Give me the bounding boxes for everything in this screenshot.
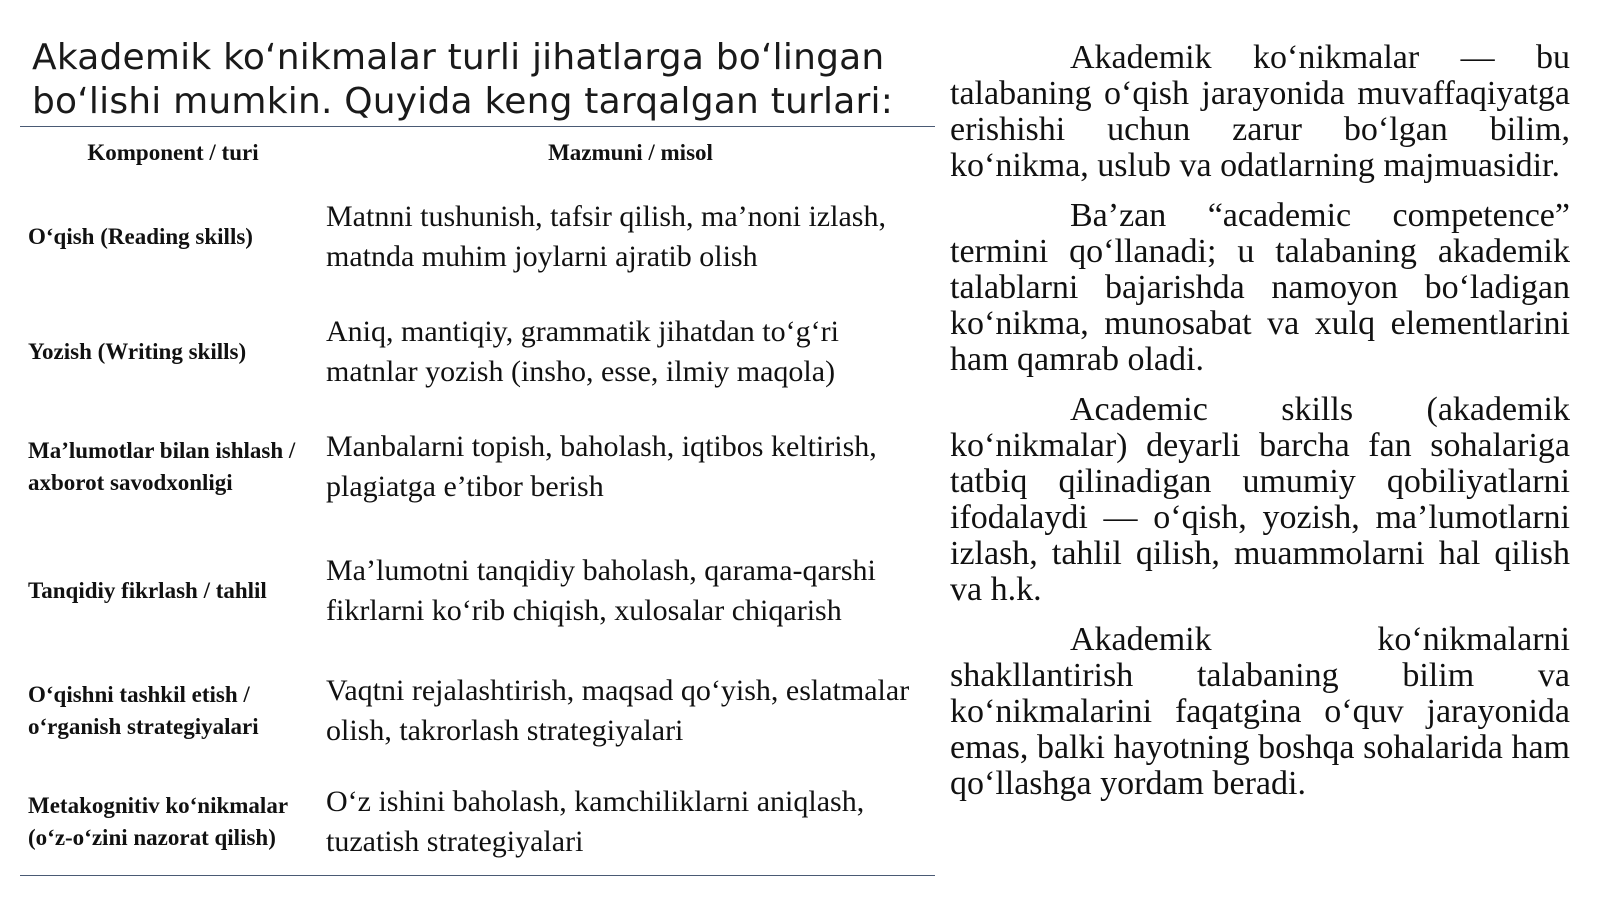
- paragraph-competence: Ba’zan “academic competence” termini qo‘llanadi; u talabaning akademik talablarni bajarishda namoyon bo‘ladigan ko‘nikma, munosabat va xulq elementlarini ham qamrab oladi.: [950, 197, 1570, 378]
- table-row: [20, 656, 935, 766]
- column-header-component: Komponent / turi: [87, 140, 259, 165]
- slide-title: Akademik ko‘nikmalar turli jihatlarga bo‘lingan bo‘lishi mumkin. Quyida keng tarqalgan turlari:: [32, 37, 894, 122]
- component-cell: Yozish (Writing skills): [28, 339, 247, 364]
- table-row: [20, 526, 935, 656]
- component-cell: Tanqidiy fikrlash / tahlil: [28, 578, 267, 603]
- paragraph-definition: Akademik ko‘nikmalar — bu talabaning o‘qish jarayonida muvaffaqiyatga erishishi uchun zarur bo‘lgan bilim, ko‘nikma, uslub va odatlarning majmuasidir.: [950, 39, 1570, 184]
- table-top-rule: [20, 126, 935, 127]
- content-cell: Matnni tushunish, tafsir qilish, ma’noni izlash, matnda muhim joylarni ajratib olish: [326, 200, 886, 273]
- component-cell: O‘qish (Reading skills): [28, 224, 253, 249]
- table-row: [20, 408, 935, 526]
- content-cell: O‘z ishini baholash, kamchiliklarni aniqlash, tuzatish strategiyalari: [326, 785, 865, 858]
- content-cell: Aniq, mantiqiy, grammatik jihatdan to‘g‘ri matnlar yozish (insho, esse, ilmiy maqola): [326, 315, 839, 388]
- text-column: [950, 40, 1570, 816]
- table-row: [20, 296, 935, 408]
- table-row: [20, 766, 935, 878]
- table-row: [20, 178, 935, 296]
- table-bottom-rule: [20, 875, 935, 876]
- content-cell: Vaqtni rejalashtirish, maqsad qo‘yish, eslatmalar olish, takrorlash strategiyalari: [326, 674, 910, 747]
- content-cell: Ma’lumotni tanqidiy baholash, qarama-qarshi fikrlarni ko‘rib chiqish, xulosalar chiqarish: [326, 554, 876, 627]
- paragraph-formation: Akademik ko‘nikmalarni shakllantirish talabaning bilim va ko‘nikmalarini faqatgina o‘quv jarayonida emas, balki hayotning boshqa sohalarida ham qo‘llashga yordam beradi.: [950, 621, 1570, 802]
- table-header-row: [20, 128, 935, 178]
- content-cell: Manbalarni topish, baholash, iqtibos keltirish, plagiatga e’tibor berish: [326, 430, 877, 503]
- paragraph-academic-skills: Academic skills (akademik ko‘nikmalar) deyarli barcha fan sohalariga tatbiq qilinadigan umumiy qobiliyatlarni ifodalaydi — o‘qish, yozish, ma’lumotlarni izlash, tahlil qilish, muammolarni hal qilish va h.k.: [950, 391, 1570, 608]
- component-cell: Metakognitiv ko‘nikmalar (o‘z-o‘zini nazorat qilish): [28, 793, 288, 850]
- column-header-content: Mazmuni / misol: [548, 140, 713, 165]
- component-cell: O‘qishni tashkil etish / o‘rganish strategiyalari: [28, 682, 259, 739]
- component-cell: Ma’lumotlar bilan ishlash / axborot savodxonligi: [28, 438, 296, 495]
- skills-table: [20, 128, 935, 878]
